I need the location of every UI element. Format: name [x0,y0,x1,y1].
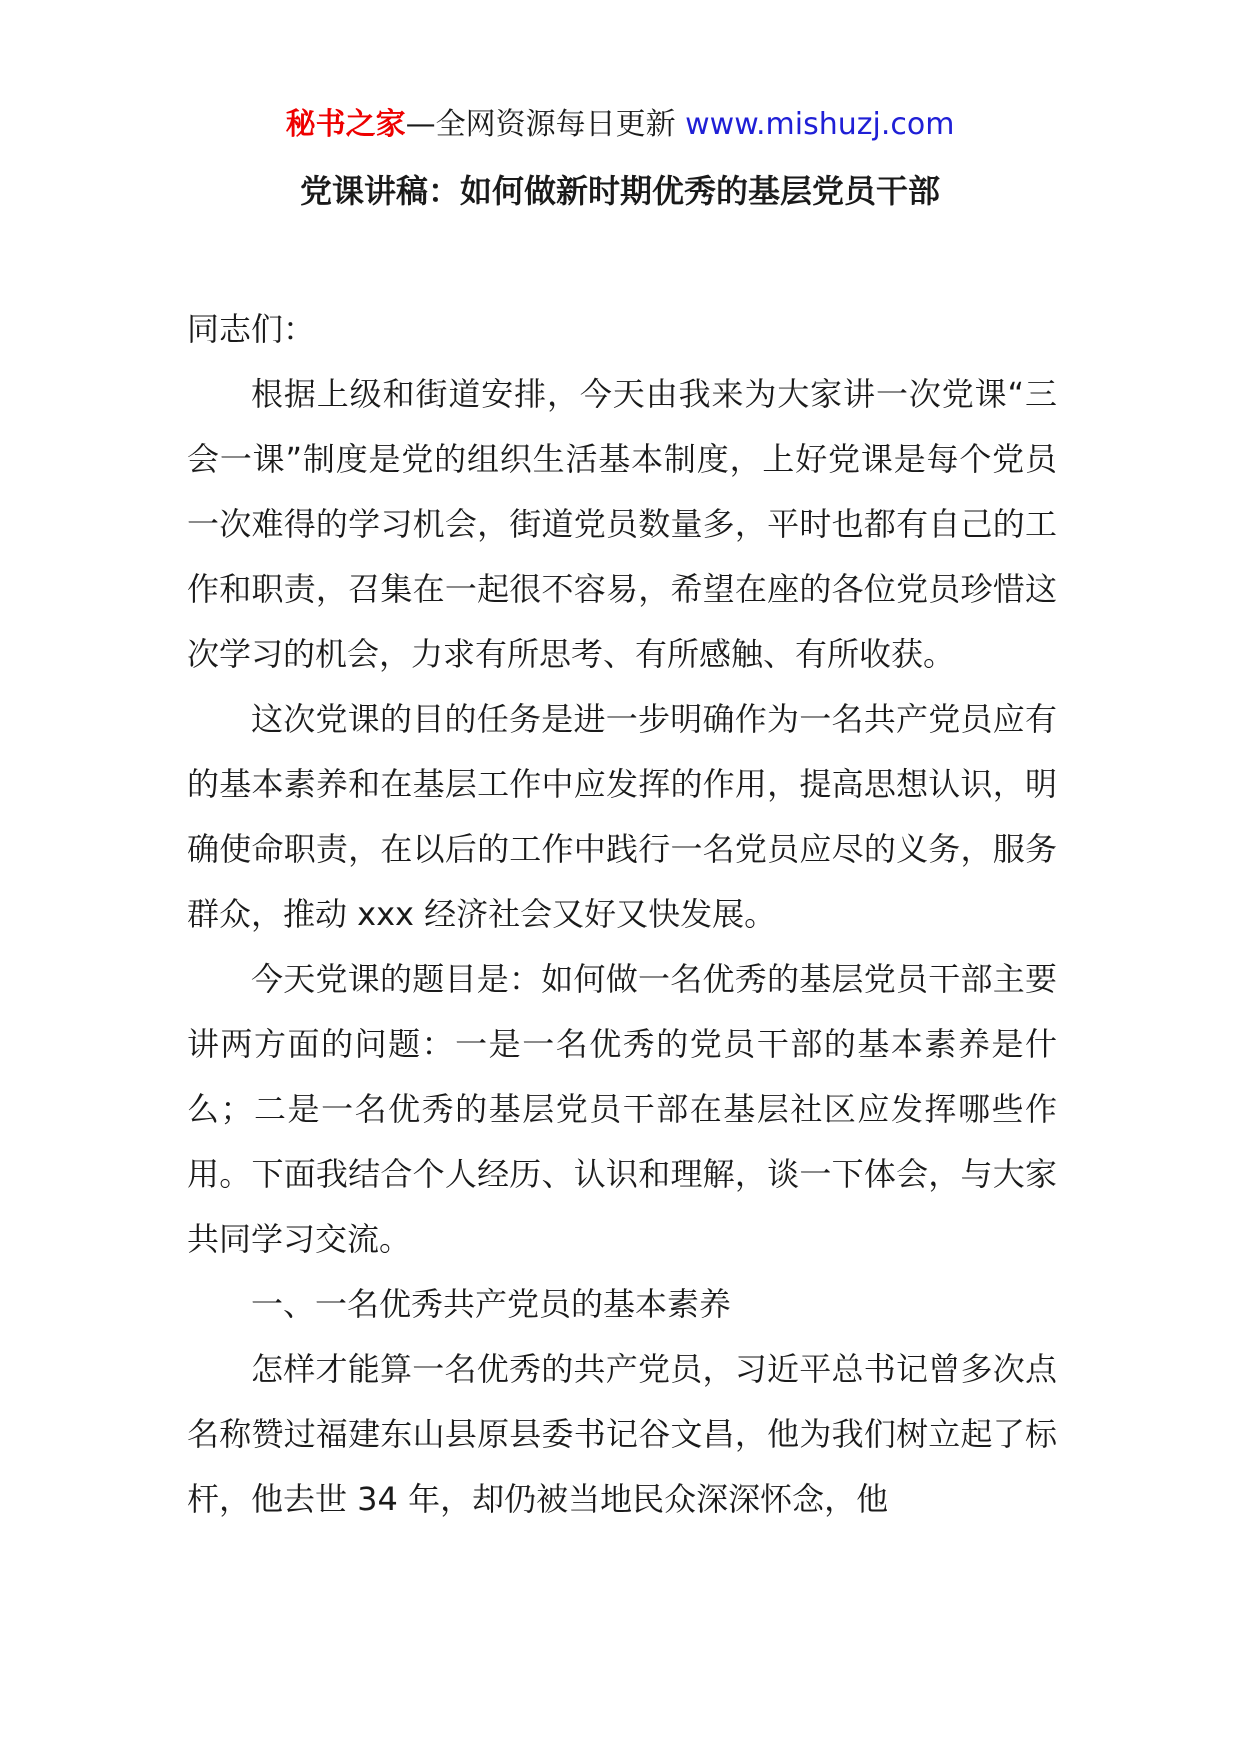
site-tagline: —全网资源每日更新 [405,107,676,142]
section-heading: 一、一名优秀共产党员的基本素养 [251,1285,732,1323]
site-header [0,100,1240,150]
paragraph: 怎样才能算一名优秀的共产党员，习近平总书记曾多次点名称赞过福建东山县原县委书记谷文昌，他为我们树立起了标杆，他去世 34 年，却仍被当地民众深深怀念，他 [187,1350,1057,1518]
salutation: 同志们： [187,310,316,348]
document-title: 党课讲稿：如何做新时期优秀的基层党员干部 [299,172,940,210]
paragraph: 这次党课的目的任务是进一步明确作为一名共产党员应有的基本素养和在基层工作中应发挥的作用，提高思想认识，明确使命职责，在以后的工作中践行一名党员应尽的义务，服务群众，推动 xxx 经济社会又好又快发展。 [187,700,1057,933]
paragraph: 今天党课的题目是：如何做一名优秀的基层党员干部主要讲两方面的问题：一是一名优秀的党员干部的基本素养是什么；二是一名优秀的基层党员干部在基层社区应发挥哪些作用。下面我结合个人经历、认识和理解，谈一下体会，与大家共同学习交流。 [187,960,1057,1258]
site-url-link[interactable]: www.mishuzj.com [685,107,955,142]
paragraph: 根据上级和街道安排，今天由我来为大家讲一次党课“三会一课”制度是党的组织生活基本制度，上好党课是每个党员一次难得的学习机会，街道党员数量多，平时也都有自己的工作和职责，召集在一起很不容易，希望在座的各位党员珍惜这次学习的机会，力求有所思考、有所感触、有所收获。 [187,375,1057,673]
brand-name: 秘书之家 [285,107,406,142]
document-body [187,297,1057,1532]
